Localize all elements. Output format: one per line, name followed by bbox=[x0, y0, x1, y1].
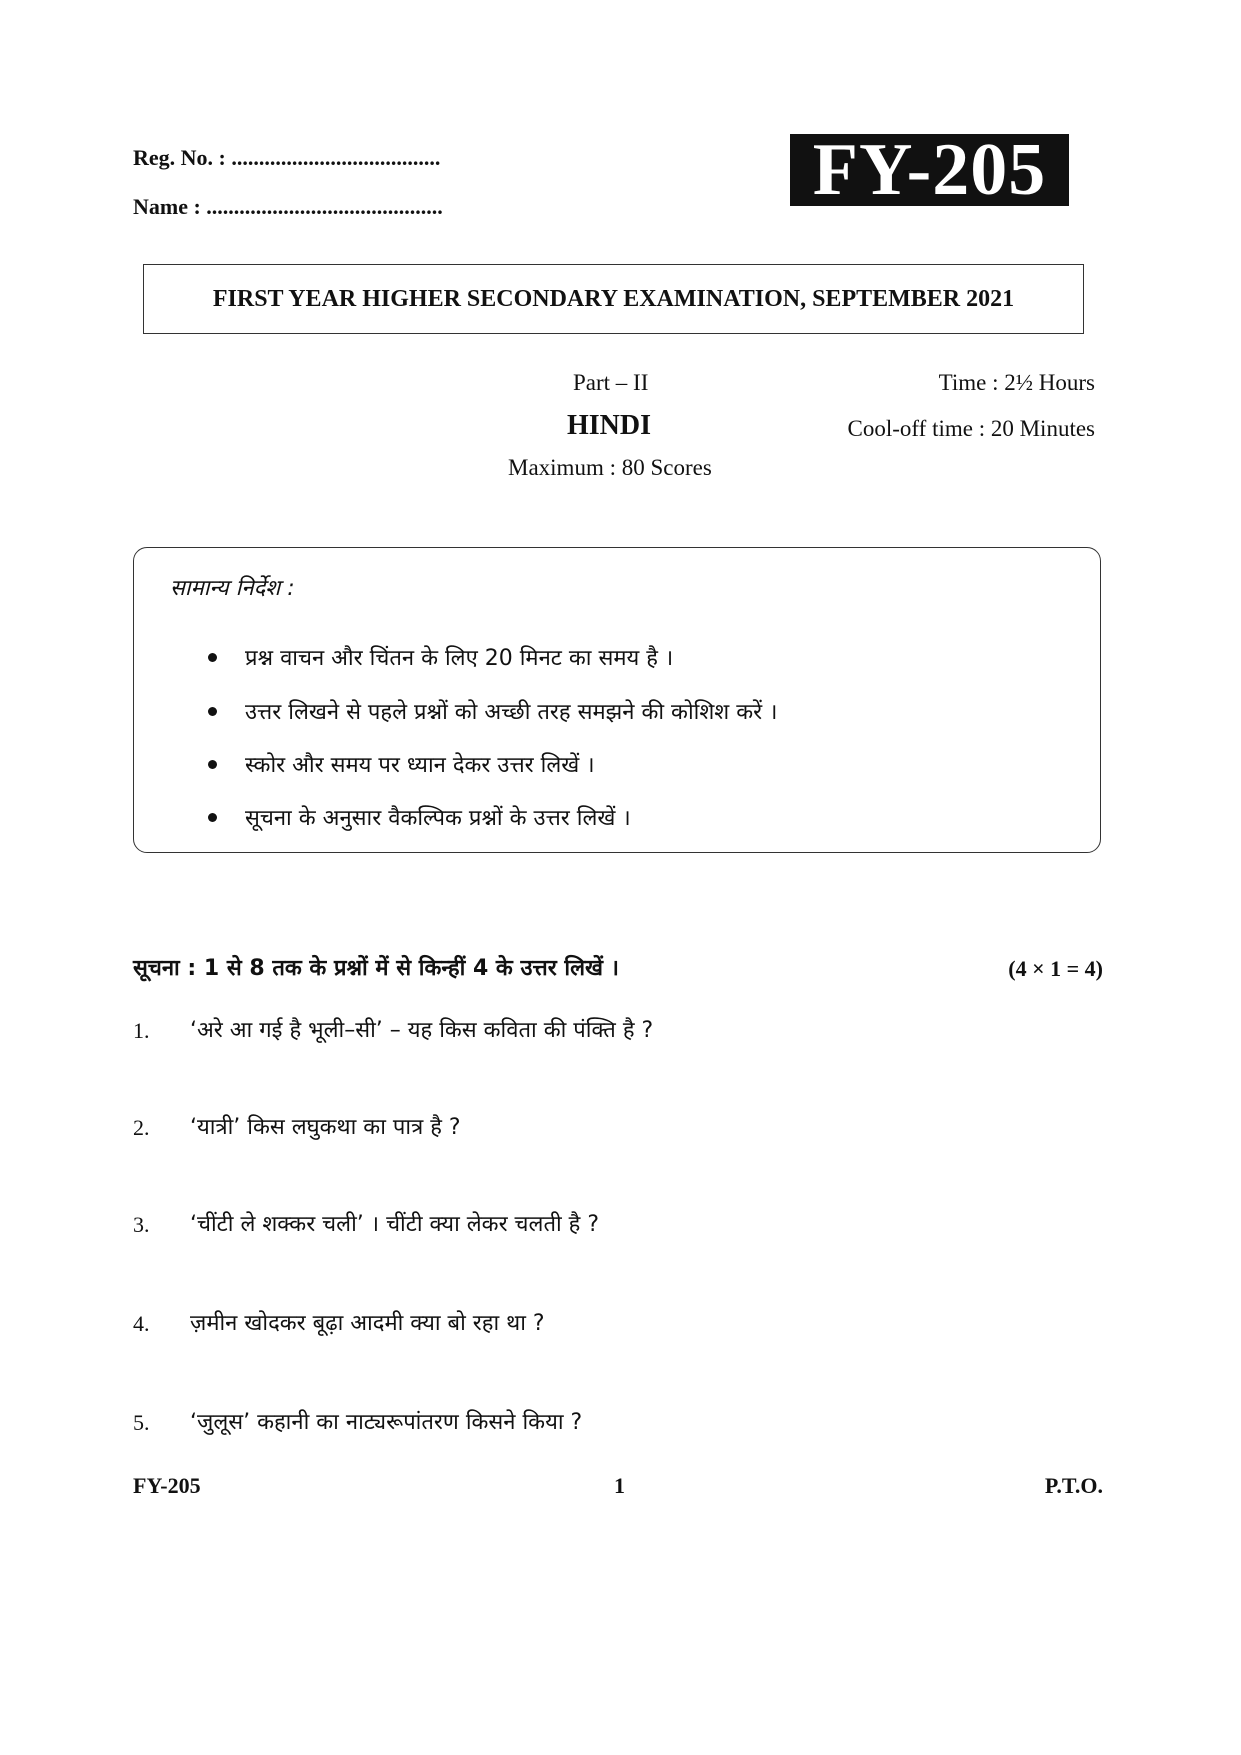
instruction-item bbox=[208, 802, 631, 832]
bullet-icon bbox=[208, 653, 217, 662]
exam-title: FIRST YEAR HIGHER SECONDARY EXAMINATION, SEPTEMBER 2021 bbox=[212, 285, 1015, 312]
question-number: 2. bbox=[133, 1115, 150, 1140]
paper-code-badge: FY-205 bbox=[790, 134, 1069, 206]
question-text: ‘अरे आ गई है भूली–सी’ – यह किस कविता की पंक्ति है ? bbox=[190, 1018, 654, 1043]
footer-page-number: 1 bbox=[614, 1473, 625, 1498]
subject-title: HINDI bbox=[567, 410, 652, 441]
footer-paper-code: FY-205 bbox=[133, 1473, 201, 1498]
instruction-text: सूचना के अनुसार वैकल्पिक प्रश्नों के उत्तर लिखें । bbox=[245, 806, 631, 831]
instruction-text: प्रश्न वाचन और चिंतन के लिए 20 मिनट का समय है । bbox=[245, 646, 674, 671]
question-number: 1. bbox=[133, 1018, 150, 1043]
reg-no-field: Reg. No. : ...................................... bbox=[133, 145, 441, 170]
question-text: ज़मीन खोदकर बूढ़ा आदमी क्या बो रहा था ? bbox=[190, 1311, 545, 1336]
section-notice: सूचना : 1 से 8 तक के प्रश्नों में से किन्हीं 4 के उत्तर लिखें । bbox=[133, 956, 620, 981]
question-text: ‘जुलूस’ कहानी का नाट्यरूपांतरण किसने किया ? bbox=[190, 1410, 583, 1435]
question-text: ‘यात्री’ किस लघुकथा का पात्र है ? bbox=[190, 1115, 461, 1140]
question-number: 3. bbox=[133, 1212, 150, 1237]
instruction-text: स्कोर और समय पर ध्यान देकर उत्तर लिखें । bbox=[245, 753, 595, 778]
time-allowed: Time : 2½ Hours bbox=[938, 370, 1095, 395]
question-number: 4. bbox=[133, 1311, 150, 1336]
exam-title-box bbox=[143, 264, 1084, 334]
cool-off-time: Cool-off time : 20 Minutes bbox=[847, 416, 1095, 441]
instruction-item bbox=[208, 642, 673, 672]
bullet-icon bbox=[208, 813, 217, 822]
footer-pto: P.T.O. bbox=[1044, 1473, 1103, 1498]
score-scheme: (4 × 1 = 4) bbox=[1008, 956, 1103, 981]
instruction-text: उत्तर लिखने से पहले प्रश्नों को अच्छी तरह समझने की कोशिश करें । bbox=[245, 700, 778, 725]
instructions-title: सामान्य निर्देश : bbox=[170, 576, 295, 601]
name-field: Name : ........................................... bbox=[133, 194, 443, 219]
bullet-icon bbox=[208, 707, 217, 716]
part-label: Part – II bbox=[573, 370, 649, 395]
bullet-icon bbox=[208, 760, 217, 769]
maximum-score: Maximum : 80 Scores bbox=[508, 455, 712, 480]
question-text: ‘चींटी ले शक्कर चली’ । चींटी क्या लेकर चलती है ? bbox=[190, 1212, 600, 1237]
instruction-item bbox=[208, 696, 777, 726]
instruction-item bbox=[208, 749, 595, 779]
question-number: 5. bbox=[133, 1410, 150, 1435]
